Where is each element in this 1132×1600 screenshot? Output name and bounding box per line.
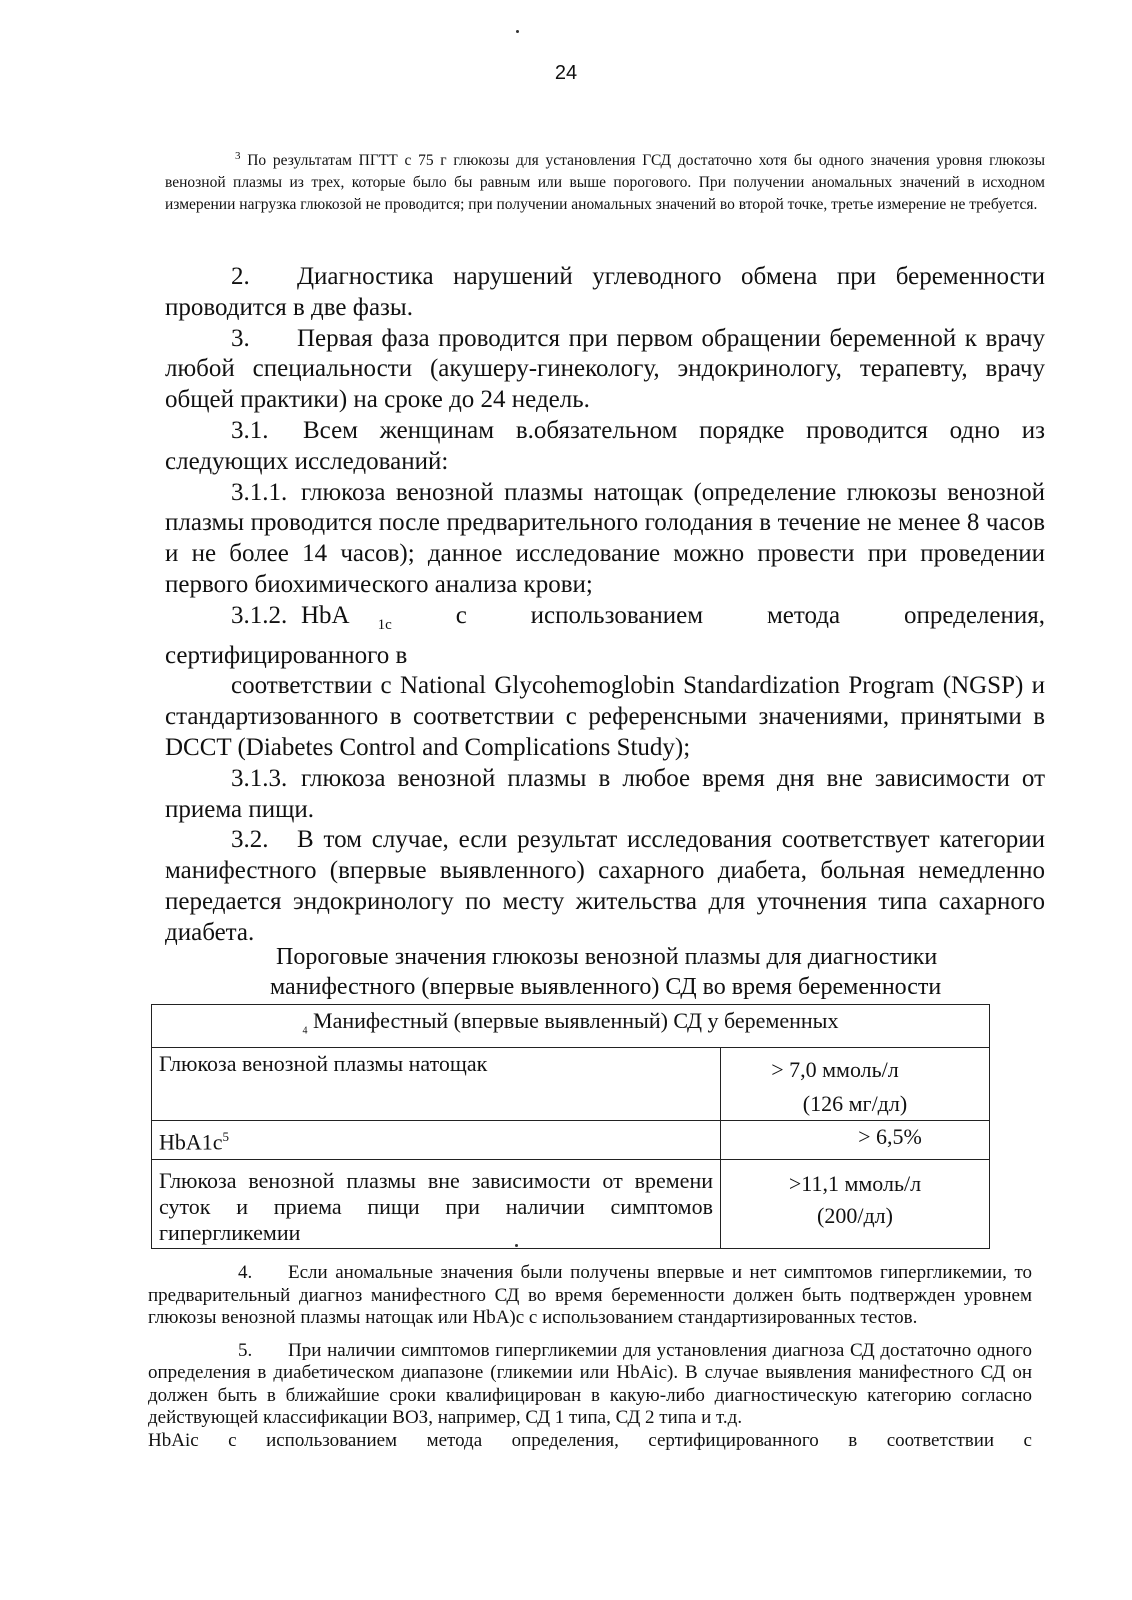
paragraph-text: Первая фаза проводится при первом обращении беременной к врачу любой специальности (акушеру-гинекологу, эндокринологу, терапевту, врачу общей практики) на сроке до 24 недель.: [165, 324, 1045, 414]
value-secondary: (200/дл): [817, 1202, 893, 1228]
paragraph-text: с использованием метода определения,: [455, 601, 1046, 629]
lower-text: [148, 1262, 1032, 1452]
footnote-text: По результатам ПГТТ с 75 г глюкозы для установления ГСД достаточно хотя бы одного значения уровня глюкозы венозной плазмы из трех, которые было бы равным или выше порогового. При получении аномальных значений в исходном измерении нагрузка глюкозой не проводится; при получении аномальных значений во второй точке, третье измерение не требуется.: [165, 152, 1045, 214]
paragraph-text: Если аномальные значения были получены впервые и нет симптомов гипергликемии, то предварительный диагноз манифестного СД во время беременности должен быть подтвержден уровнем глюкозы венозной плазмы натощак или HbA)c с использованием стандартизированных тестов.: [148, 1262, 1032, 1328]
page-number: 24: [554, 62, 578, 84]
table-caption-line-2: манифестного (впервые выявленного) СД во время беременности: [270, 974, 942, 1000]
value-primary: > 7,0 ммоль/л: [771, 1057, 899, 1083]
table-row: [152, 1159, 990, 1248]
main-text: [165, 262, 1045, 949]
paragraph-number: 2.: [231, 263, 250, 290]
table-row-label-sup: 5: [222, 1129, 230, 1145]
table-row-value: [721, 1121, 990, 1159]
paragraph-3-1-2-rest: соответствии с National Glycohemoglobin Standardization Program (NGSP) и стандартизованного в соответствии с референсными значениями, принятыми в DCCT (Diabetes Control and Complications Study);: [165, 672, 1045, 761]
table-row-label: Глюкоза венозной плазмы натощак: [152, 1048, 721, 1121]
hba1c-subscript: 1c: [377, 616, 392, 633]
paragraph-number: 3.1.1.: [231, 478, 288, 506]
paragraph-number: 3.1.3.: [231, 764, 288, 792]
paragraph-text: При наличии симптомов гипергликемии для установления диагноза СД достаточно одного определения в диабетическом диапазоне (гликемии или HbAic). В случае выявления манифестного СД он должен быть в ближайшие сроки квалифицирован в какую-либо диагностическую категорию согласно действующей классификации ВОЗ, например, СД 1 типа, СД 2 типа и т.д.: [148, 1339, 1032, 1428]
footnote: [165, 145, 1045, 216]
paragraph-3-1-2: [165, 601, 1045, 641]
paragraph-text: Диагностика нарушений углеводного обмена при беременности проводится в две фазы.: [165, 263, 1045, 321]
footnote-marker: 3: [235, 150, 241, 162]
table-header-mark: 4: [302, 1025, 308, 1037]
table-row-value: [721, 1048, 990, 1121]
table-header-row: [152, 1005, 990, 1048]
value-primary: >11,1 ммоль/л: [788, 1170, 922, 1196]
table-row: [152, 1048, 990, 1121]
scan-speck: [515, 1244, 518, 1247]
table-caption: [270, 942, 1030, 1002]
paragraph-3-2: [165, 825, 1045, 948]
paragraph-text: глюкоза венозной плазмы натощак (определение глюкозы венозной плазмы проводится после предварительного голодания в течение не менее 8 часов и не более 14 часов); данное исследование можно провести при проведении первого биохимического анализа крови;: [165, 478, 1045, 598]
paragraph-4: [148, 1262, 1032, 1330]
table-header-text: Манифестный (впервые выявленный) СД у беременных: [313, 1008, 839, 1033]
table-caption-line-1: Пороговые значения глюкозы венозной плазмы для диагностики: [276, 944, 938, 970]
paragraph-2: [165, 262, 1045, 324]
table-header-cell: [152, 1005, 990, 1048]
table-row-value: [721, 1159, 990, 1248]
paragraph-number: 5.: [238, 1339, 253, 1361]
table-row-label: [152, 1121, 721, 1159]
paragraph-number: 3.: [231, 324, 250, 352]
paragraph-number: 3.2.: [231, 826, 269, 854]
paragraph-3-1: [165, 416, 1045, 478]
paragraph-text: В том случае, если результат исследования соответствует категории манифестного (впервые выявленного) сахарного диабета, больная немедленно передается эндокринологу по месту жительства для уточнения типа сахарного диабета.: [165, 826, 1045, 946]
threshold-table: [151, 1004, 990, 1249]
paragraph-number: 3.1.: [231, 416, 269, 444]
paragraph-3-1-2-cont: сертифицированного в: [165, 641, 408, 669]
scan-speck: [516, 30, 519, 33]
paragraph-number: 3.1.2.: [231, 601, 288, 629]
paragraph-6: HbAic с использованием метода определения, сертифицированного в соответствии с: [148, 1429, 1032, 1451]
table-row-label-text: HbA1c: [159, 1129, 223, 1155]
paragraph-3-1-1: [165, 478, 1045, 601]
table-row-label: [152, 1159, 721, 1248]
table-row: [152, 1121, 990, 1159]
value-primary: > 6,5%: [858, 1124, 922, 1150]
paragraph-3: [165, 324, 1045, 416]
hba1c-text: HbA: [301, 601, 350, 629]
table-row-label-text: Глюкоза венозной плазмы вне зависимости от времени суток и приема пищи при наличии симптомов гипергликемии: [159, 1167, 713, 1245]
paragraph-3-1-3: [165, 764, 1045, 826]
paragraph-5: [148, 1340, 1032, 1430]
paragraph-number: 4.: [238, 1262, 253, 1283]
paragraph-text: Всем женщинам в.обязательном порядке проводится одно из следующих исследований:: [165, 416, 1045, 475]
paragraph-text: глюкоза венозной плазмы в любое время дня вне зависимости от приема пищи.: [165, 764, 1045, 823]
value-secondary: (126 мг/дл): [802, 1091, 908, 1117]
